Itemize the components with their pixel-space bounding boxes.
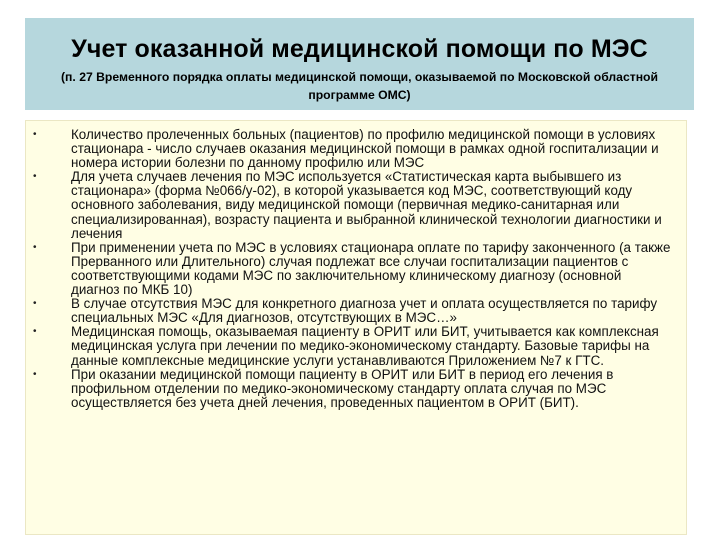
- list-item-text: При применении учета по МЭС в условиях стационара оплате по тарифу законченного (а также Прерванного или Длительного) случая подлежат все случаи госпитализации пациентов с соответствующими кодами МЭС по заключительному клиническому диагнозу (основной диагноз по МКБ 10): [71, 239, 671, 298]
- list-item-text: При оказании медицинской помощи пациенту в ОРИТ или БИТ в период его лечения в профильном отделении по медико-экономическому стандарту оплата случая по МЭС осуществляется без учета дней лечения, проведенных пациентом в ОРИТ (БИТ).: [71, 366, 614, 410]
- list-item-text: Для учета случаев лечения по МЭС используется «Статистическая карта выбывшего из стационара» (форма №066/у-02), в которой указывается код МЭС, соответствующий коду основного заболевания, виду медицинской помощи (первичная медико-санитарная или специализированная), возрасту пациента и выбранной клинической технологии диагностики и лечения: [71, 169, 662, 241]
- bullet-icon: •: [33, 129, 37, 140]
- slide-subtitle: (п. 27 Временного порядка оплаты медицинской помощи, оказываемой по Московской областной программе ОМС): [61, 70, 658, 102]
- list-item: [26, 170, 686, 240]
- bullet-list: [26, 121, 686, 410]
- list-item: [26, 325, 686, 367]
- bullet-icon: •: [33, 171, 37, 183]
- list-item: [26, 241, 686, 297]
- bullet-icon: •: [33, 326, 37, 338]
- content-panel: [25, 120, 687, 535]
- list-item: [26, 128, 686, 170]
- slide-title: Учет оказанной медицинской помощи по МЭС: [71, 35, 648, 63]
- bullet-icon: •: [33, 241, 37, 253]
- list-item: [26, 368, 686, 410]
- title-banner: [25, 18, 694, 110]
- bullet-icon: •: [33, 298, 37, 310]
- bullet-icon: •: [33, 368, 37, 380]
- list-item: [26, 297, 686, 325]
- list-item-text: В случае отсутствия МЭС для конкретного диагноза учет и оплата осуществляется по тарифу специальных МЭС «Для диагнозов, отсутствующих в МЭС…»: [71, 296, 658, 326]
- list-item-text: Медицинская помощь, оказываемая пациенту в ОРИТ или БИТ, учитывается как комплексная медицинская услуга при лечении по медико-экономическому стандарту. Базовые тарифы на данные комплексные медицинские услуги устанавливаются Приложением №7 к ГТС.: [71, 324, 659, 368]
- list-item-text: Количество пролеченных больных (пациентов) по профилю медицинской помощи в условиях стационара - число случаев оказания медицинской помощи в рамках одной госпитализации и номера истории болезни по данному профилю или МЭС: [71, 127, 659, 171]
